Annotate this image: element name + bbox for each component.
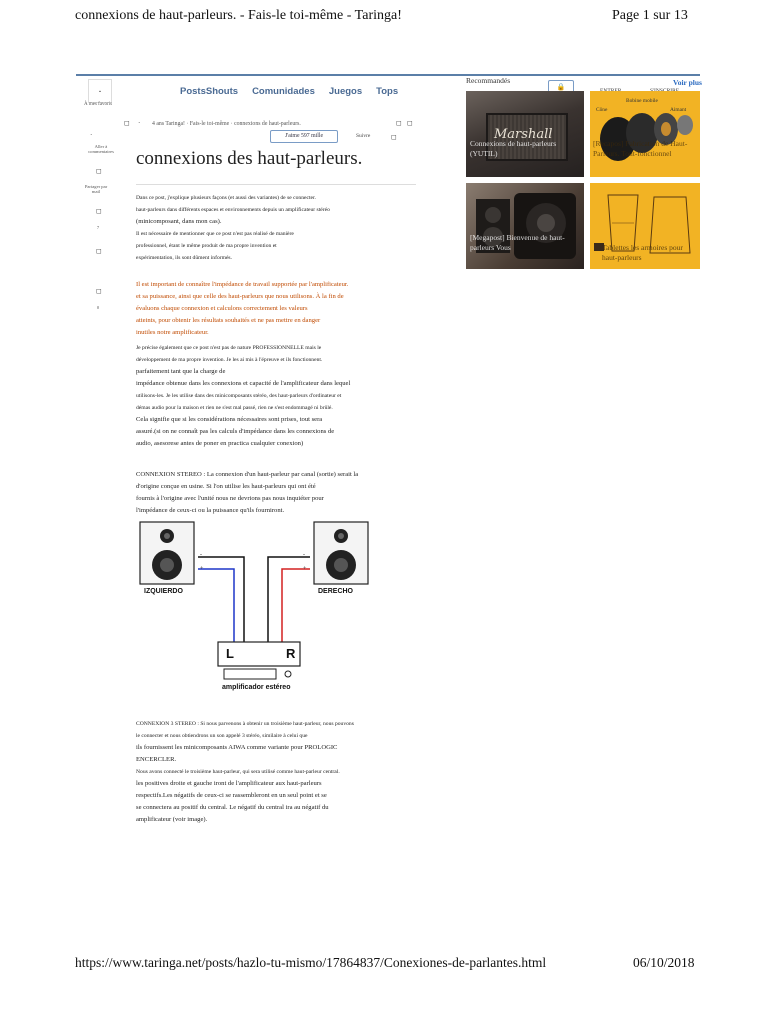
main-nav — [180, 86, 398, 97]
text-line: parfaitement tant que la charge de — [136, 368, 226, 375]
text-line: Il est nécessaire de mentionner que ce post n'est pas réalisé de manière — [136, 231, 294, 237]
comments-icon[interactable]: ◻ — [96, 247, 102, 255]
text-line: développement de ma propre invention. Je les ai mis à l'épreuve et ils fonctionnent. — [136, 357, 323, 363]
breadcrumb: 4 ans Taringa! · Fais-le toi-même · connexions de haut-parleurs. — [152, 121, 301, 127]
back-icon[interactable]: ◻ — [124, 119, 130, 127]
points-icon[interactable]: ◻ — [96, 207, 102, 215]
text-line: ENCERCLER. — [136, 756, 177, 763]
right-speaker-label: DERECHO — [318, 588, 354, 595]
share-by-mail-link[interactable]: Partager par mail — [84, 184, 108, 194]
share-icon[interactable]: ◻ — [407, 119, 413, 127]
text-line: audio, asesorese antes de poner en practica cualquier conexion) — [136, 440, 304, 447]
site-logo[interactable]: . — [88, 79, 112, 103]
recommended-caption-3: [Megapost] Bienvenue de haut-parleurs Vous — [470, 233, 565, 252]
print-page-number: Page 1 sur 13 — [612, 8, 688, 23]
marshall-logo: Marshall — [494, 127, 553, 142]
text-line: inutiles notre amplificateur. — [136, 329, 209, 336]
diagram-tag-cone: Cône — [596, 107, 608, 113]
like-button[interactable]: J'aime 597 mille — [270, 130, 338, 143]
recommended-caption-1: Connexions de haut-parleurs (YUTIL) — [470, 139, 557, 158]
diagram-tag-bobine: Bobine mobile — [626, 98, 658, 104]
text-line: expérimentation, ils sont dûment informés. — [136, 255, 233, 261]
followers-icon[interactable]: ◻ — [96, 287, 102, 295]
text-line: CONNEXION 3 STEREO : Si nous parvenons à obtenir un troisième haut-parleur, nous pouvons — [136, 721, 354, 727]
text-line: Il est important de connaître l'impédance de travail supportée par l'amplificateur. — [136, 281, 349, 288]
right-plus-label: + — [303, 566, 307, 572]
title-divider — [136, 184, 416, 185]
text-line: Nous avons connecté le troisième haut-parleur, qui sera utilisé comme haut-parleur central. — [136, 769, 340, 775]
text-line: haut-parleurs dans différents espaces et environnements depuis un amplificateur stéréo — [136, 207, 330, 213]
follow-button[interactable]: Suivre — [356, 133, 371, 139]
dot-icon: · — [138, 119, 141, 127]
text-line: CONNEXION STEREO : La connexion d'un haut-parleur par canal (sortie) serait la — [136, 471, 359, 478]
text-line: évaluons chaque connexion et calculons correctement les valeurs — [136, 305, 308, 312]
recommended-item-4[interactable] — [590, 183, 700, 269]
header-rule — [76, 74, 700, 76]
nav-tops[interactable]: Tops — [376, 86, 399, 97]
recommended-caption-2: [Recapos] Fabrication de Haut-Parleurs. Tout-fonctionnel — [593, 139, 688, 158]
recommended-caption-4: Tablettes les armoires pour haut-parleurs — [602, 243, 683, 262]
diagram-tag-aimant: Aimant — [670, 107, 687, 113]
text-line: utilisons-les. Je les utilise dans des minicomposants stéréo, des haut-parleurs d'ordinateur et — [136, 393, 342, 399]
nav-comunidades[interactable]: Comunidades — [252, 86, 315, 97]
text-line: d'origine conçue en usine. Si l'on utilise les haut-parleurs qui ont été — [136, 483, 316, 490]
print-page-title: connexions de haut-parleurs. - Fais-le toi-même - Taringa! — [75, 8, 402, 23]
post-title: connexions des haut-parleurs. — [136, 148, 363, 169]
left-plus-label: + — [200, 566, 204, 572]
print-date: 06/10/2018 — [633, 955, 695, 970]
right-speaker — [314, 522, 368, 584]
recommended-label: Recommandés — [466, 76, 511, 85]
amplifier-label: amplificador estéreo — [222, 684, 291, 691]
nav-posts-shouts[interactable]: PostsShouts — [180, 86, 239, 97]
text-line: professionnel, étant le même produit de ma propre invention et — [136, 243, 277, 249]
amp-right-channel-label: R — [286, 646, 296, 661]
left-speaker-label: IZQUIERDO — [144, 588, 183, 595]
left-speaker — [140, 522, 194, 584]
followers-count: 0 — [96, 305, 100, 310]
text-line: assuré.(si on ne connaît pas les calculs d'impédance dans les connexions de — [136, 428, 335, 435]
print-url: https://www.taringa.net/posts/hazlo-tu-mismo/17864837/Conexiones-de-parlantes.html — [75, 955, 547, 970]
stereo-wiring-diagram — [136, 518, 416, 704]
see-more-link[interactable]: Voir plus — [673, 78, 702, 87]
paragraph-disclaimer — [136, 342, 414, 450]
lock-button[interactable]: 🔒 — [548, 80, 574, 94]
text-line: amplificateur (voir image). — [136, 816, 208, 823]
subwoofer-image — [466, 183, 584, 269]
text-line: Dans ce post, j'explique plusieurs façons (et aussi des variantes) de se connecter. — [136, 195, 316, 201]
go-to-comments-link[interactable]: Aller à commentaires — [88, 144, 114, 154]
text-line: le connecter et nous obtiendrons un son appelé 3 stéréo, similaire à celui que — [136, 733, 308, 739]
text-line: l'impédance de ceux-ci ou la puissance qu'ils fourniront. — [136, 507, 285, 514]
nav-juegos[interactable]: Juegos — [328, 86, 363, 97]
favorites-link[interactable]: À mes favoris — [84, 102, 113, 107]
text-line: ils fournissent les minicomposants AIWA comme variante pour PROLOGIC — [136, 744, 338, 751]
text-line: Je précise également que ce post n'est pas de nature PROFESSIONNELLE mais le — [136, 345, 322, 351]
recommended-item-2[interactable] — [590, 91, 700, 177]
text-line: respectifs.Les négatifs de ceux-ci se rassembleront en un seul point et se — [136, 792, 327, 799]
text-line: démas audio pour la maison et rien ne s'est mal passé, rien ne s'est endommagé ni brûlé. — [136, 405, 333, 411]
recommended-item-1[interactable] — [466, 91, 584, 177]
text-line: impédance obtenue dans les connexions et capacité de l'amplificateur dans lequel — [136, 380, 351, 387]
recommended-item-3[interactable] — [466, 183, 584, 269]
more-icon[interactable]: ◻ — [391, 133, 397, 141]
right-minus-label: - — [303, 552, 305, 558]
text-line: fournis à l'origine avec l'unité nous ne devrions pas nous inquiéter pour — [136, 495, 324, 502]
paragraph-intro — [136, 192, 414, 264]
bookmark-icon[interactable]: ◻ — [396, 119, 402, 127]
mail-icon[interactable]: ◻ — [96, 167, 102, 175]
text-line: les positives droite et gauche iront de l'amplificateur aux haut-parleurs — [136, 780, 322, 787]
paragraph-3-stereo — [136, 718, 414, 826]
amp-left-channel-label: L — [226, 646, 234, 661]
paragraph-stereo — [136, 469, 414, 517]
text-line: Cela signifie que si les considérations nécessaires sont prises, tout sera — [136, 416, 323, 423]
paragraph-warning — [136, 279, 414, 339]
text-line: atteints, pour obtenir les résultats souhaités et ne pas mettre en danger — [136, 317, 321, 324]
text-line: et sa puissance, ainsi que celle des haut-parleurs que nous utilisons. À la fin de — [136, 293, 344, 300]
text-line: (minicomposant, dans mon cas). — [136, 218, 222, 225]
points-count: 7 — [96, 225, 100, 230]
text-line: se connectera au positif du central. Le négatif du central ira au négatif du — [136, 804, 329, 811]
side-dot: · — [90, 131, 93, 139]
left-minus-label: - — [200, 552, 202, 558]
